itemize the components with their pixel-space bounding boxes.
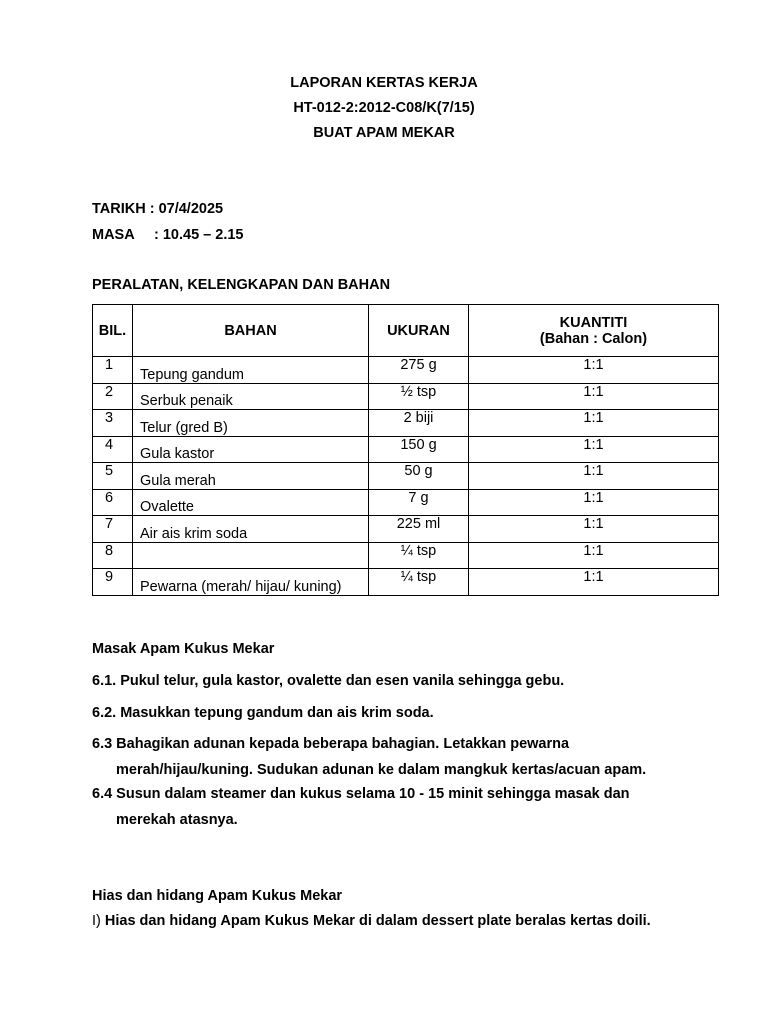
cell-ukuran: 275 g (369, 357, 469, 384)
cell-bahan: Ovalette (133, 489, 369, 516)
cell-kuantiti: 1:1 (469, 383, 719, 410)
serving-title: Hias dan hidang Apam Kukus Mekar (92, 888, 343, 904)
step-6-4-line2: merekah atasnya. (116, 812, 238, 828)
cell-bahan: Tepung gandum (133, 357, 369, 384)
cell-bahan: Gula kastor (133, 436, 369, 463)
cell-bil: 2 (93, 383, 133, 410)
header-ukuran: UKURAN (369, 305, 469, 357)
cell-bahan (133, 542, 369, 569)
table-row (93, 436, 719, 463)
date-line: TARIKH : 07/4/2025 (92, 201, 224, 217)
report-subject: BUAT APAM MEKAR (313, 125, 455, 141)
step-6-4-line1: 6.4 Susun dalam steamer dan kukus selama 10 - 15 minit sehingga masak dan (92, 786, 630, 802)
header-kuantiti-line1: KUANTITI (559, 314, 628, 331)
cell-bil: 1 (93, 357, 133, 384)
table-header-row (93, 305, 719, 357)
method-title: Masak Apam Kukus Mekar (92, 641, 275, 657)
cell-kuantiti: 1:1 (469, 436, 719, 463)
header-bahan: BAHAN (133, 305, 369, 357)
cell-bahan: Gula merah (133, 463, 369, 490)
header-kuantiti-line2: (Bahan : Calon) (539, 330, 648, 347)
step-6-1: 6.1. Pukul telur, gula kastor, ovalette dan esen vanila sehingga gebu. (92, 673, 565, 689)
time-value: : 10.45 – 2.15 (154, 227, 244, 243)
header-bil: BIL. (93, 305, 133, 357)
serving-item-text: Hias dan hidang Apam Kukus Mekar di dalam dessert plate beralas kertas doili. (104, 913, 651, 929)
cell-ukuran: ½ tsp (369, 383, 469, 410)
cell-kuantiti: 1:1 (469, 357, 719, 384)
ingredients-table (92, 304, 719, 596)
table-row (93, 463, 719, 490)
step-6-3-line2: merah/hijau/kuning. Sudukan adunan ke dalam mangkuk kertas/acuan apam. (116, 762, 647, 778)
table-row (93, 489, 719, 516)
cell-bil: 6 (93, 489, 133, 516)
cell-ukuran: 7 g (369, 489, 469, 516)
cell-bahan: Serbuk penaik (133, 383, 369, 410)
cell-kuantiti: 1:1 (469, 516, 719, 543)
cell-bahan: Telur (gred B) (133, 410, 369, 437)
report-code: HT-012-2:2012-C08/K(7/15) (293, 100, 475, 116)
cell-ukuran: 150 g (369, 436, 469, 463)
table-row (93, 357, 719, 384)
table-row (93, 383, 719, 410)
cell-bil: 5 (93, 463, 133, 490)
step-6-3-line1: 6.3 Bahagikan adunan kepada beberapa bahagian. Letakkan pewarna (92, 736, 570, 752)
table-row (93, 569, 719, 596)
table-row (93, 542, 719, 569)
table-row (93, 516, 719, 543)
report-title: LAPORAN KERTAS KERJA (290, 75, 478, 91)
cell-ukuran: ¼ tsp (369, 542, 469, 569)
cell-bahan: Pewarna (merah/ hijau/ kuning) (133, 569, 369, 596)
serving-item-marker: I) (92, 913, 101, 929)
table-row (93, 410, 719, 437)
cell-kuantiti: 1:1 (469, 463, 719, 490)
cell-kuantiti: 1:1 (469, 489, 719, 516)
section-title: PERALATAN, KELENGKAPAN DAN BAHAN (92, 277, 391, 293)
cell-bil: 8 (93, 542, 133, 569)
serving-item (92, 913, 651, 929)
header-kuantiti (469, 305, 719, 357)
cell-ukuran: 2 biji (369, 410, 469, 437)
time-label: MASA (92, 227, 135, 243)
cell-bil: 7 (93, 516, 133, 543)
cell-bahan: Air ais krim soda (133, 516, 369, 543)
cell-ukuran: 225 ml (369, 516, 469, 543)
cell-bil: 4 (93, 436, 133, 463)
cell-ukuran: 50 g (369, 463, 469, 490)
cell-bil: 9 (93, 569, 133, 596)
cell-kuantiti: 1:1 (469, 542, 719, 569)
cell-kuantiti: 1:1 (469, 410, 719, 437)
cell-bil: 3 (93, 410, 133, 437)
cell-ukuran: ¼ tsp (369, 569, 469, 596)
cell-kuantiti: 1:1 (469, 569, 719, 596)
step-6-2: 6.2. Masukkan tepung gandum dan ais krim soda. (92, 705, 434, 721)
